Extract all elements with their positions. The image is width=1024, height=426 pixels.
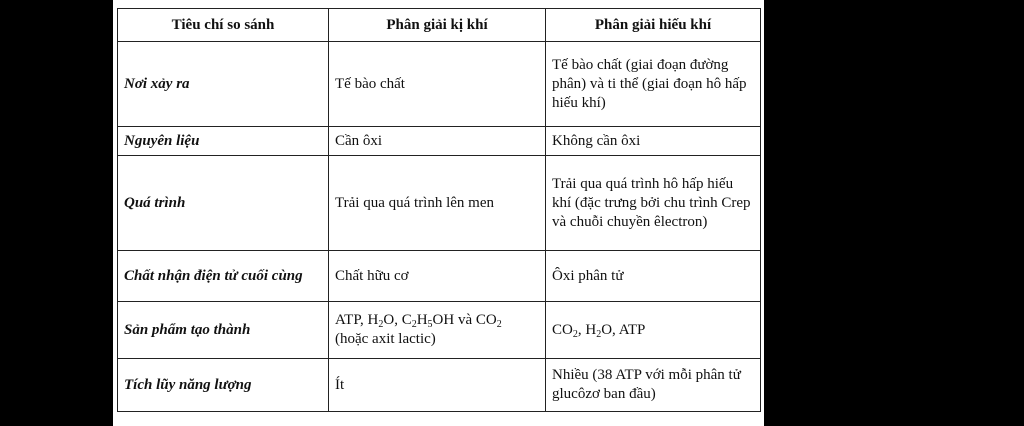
formula-subscript: 2 — [378, 319, 384, 330]
criterion-cell: Nơi xảy ra — [118, 42, 329, 127]
criterion-cell: Chất nhận điện tử cuối cùng — [118, 251, 329, 302]
formula-text: , H — [577, 321, 597, 338]
formula-subscript: 2 — [411, 319, 417, 330]
anaerobic-cell: Trải qua quá trình lên men — [329, 156, 546, 251]
table-header-row — [118, 9, 761, 42]
anaerobic-cell — [329, 302, 546, 359]
formula-subscript: 2 — [496, 319, 502, 330]
criterion-cell: Sản phẩm tạo thành — [118, 302, 329, 359]
formula-text: O, C — [383, 312, 412, 328]
aerobic-cell: Trải qua quá trình hô hấp hiếu khí (đặc trưng bởi chu trình Crep và chuỗi chuyền êlectron) — [546, 156, 761, 251]
comparison-table — [117, 8, 761, 412]
table-row — [118, 251, 761, 302]
formula-subscript: 2 — [596, 328, 602, 340]
aerobic-cell: Ôxi phân tử — [546, 251, 761, 302]
criterion-cell: Nguyên liệu — [118, 127, 329, 156]
formula-subscript: 5 — [427, 319, 433, 330]
formula-text: ATP, H — [335, 312, 379, 328]
header-aerobic: Phân giải hiếu khí — [546, 9, 761, 42]
document-page — [113, 0, 764, 426]
table-row — [118, 302, 761, 359]
criterion-cell: Quá trình — [118, 156, 329, 251]
table-row — [118, 42, 761, 127]
formula-text: (hoặc axit lactic) — [335, 331, 436, 347]
anaerobic-cell: Tế bào chất — [329, 42, 546, 127]
aerobic-cell — [546, 302, 761, 359]
header-criteria: Tiêu chí so sánh — [118, 9, 329, 42]
aerobic-cell: Tế bào chất (giai đoạn đường phân) và ti thể (giai đoạn hô hấp hiếu khí) — [546, 42, 761, 127]
anaerobic-cell: Chất hữu cơ — [329, 251, 546, 302]
formula-text: CO — [552, 321, 573, 338]
aerobic-cell: Không cần ôxi — [546, 127, 761, 156]
header-anaerobic: Phân giải kị khí — [329, 9, 546, 42]
table-row — [118, 359, 761, 412]
table-row — [118, 156, 761, 251]
formula-text: O, ATP — [601, 321, 646, 338]
criterion-cell: Tích lũy năng lượng — [118, 359, 329, 412]
anaerobic-cell: Cần ôxi — [329, 127, 546, 156]
anaerobic-cell: Ít — [329, 359, 546, 412]
formula-subscript: 2 — [572, 328, 578, 340]
table-row — [118, 127, 761, 156]
aerobic-cell: Nhiều (38 ATP với mỗi phân tử glucôzơ ban đầu) — [546, 359, 761, 412]
formula-text: H — [416, 312, 428, 328]
formula-text: OH và CO — [432, 312, 497, 328]
